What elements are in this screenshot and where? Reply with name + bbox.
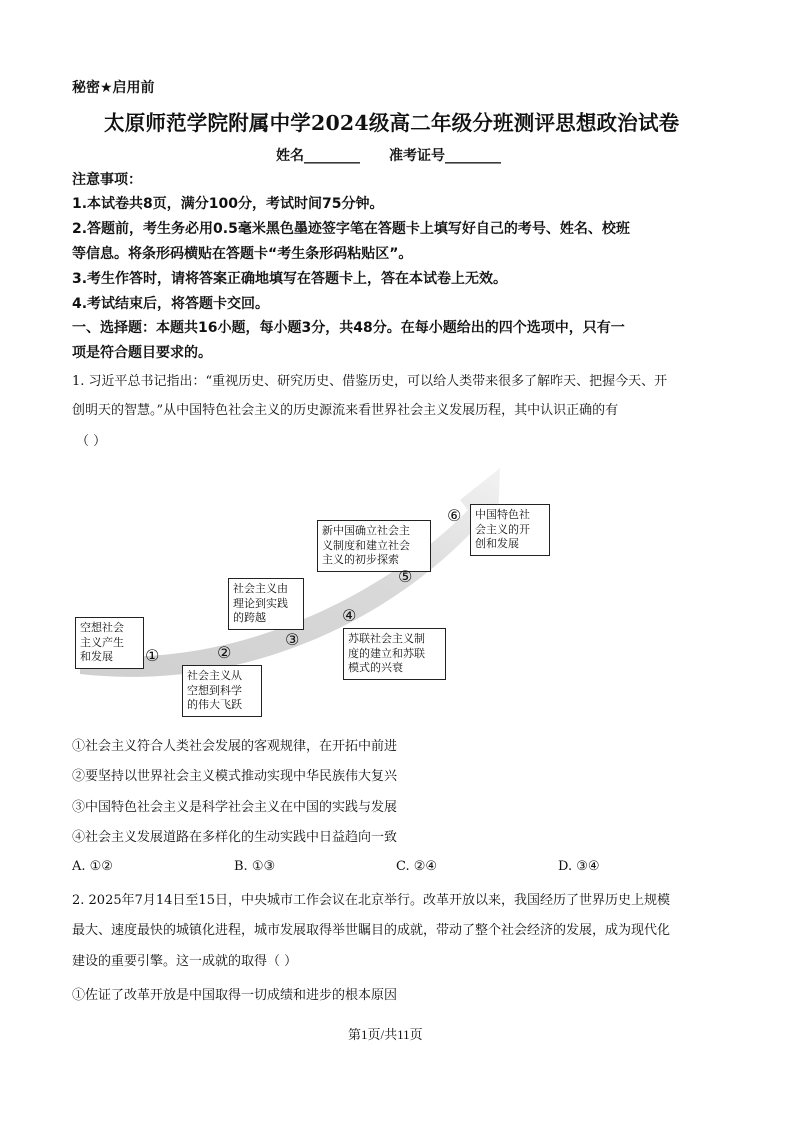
q1-option-a: A. ①② [72, 859, 113, 874]
notice-heading: 注意事项： [72, 172, 142, 188]
section-heading-line-2: 项是符合题目要求的。 [72, 345, 212, 361]
diagram-marker-4: ④ [342, 606, 357, 625]
q1-stem-line-2: 创明天的智慧。”从中国特色社会主义的历史源流来看世界社会主义发展历程，其中认识正确的有 [72, 403, 619, 418]
q1-answer-paren: （ ） [76, 434, 107, 449]
q1-statement-3: ③中国特色社会主义是科学社会主义在中国的实践与发展 [72, 800, 398, 815]
q2-stem-line-1: 2. 2025年7月14日至15日，中央城市工作会议在北京举行。改革开放以来，我国经历了世界历史上规模 [72, 893, 670, 908]
q2-statement-1: ①佐证了改革开放是中国取得一切成绩和进步的根本原因 [72, 988, 398, 1003]
q1-statement-4: ④社会主义发展道路在多样化的生动实践中日益趋向一致 [72, 830, 398, 845]
notice-item-3: 3.考生作答时，请将答案正确地填写在答题卡上，答在本试卷上无效。 [72, 271, 508, 287]
diagram-box-2: 社会主义从 空想到科学 的伟大飞跃 [182, 665, 262, 717]
q1-option-d: D. ③④ [558, 859, 600, 874]
q1-stem-line-1: 1. 习近平总书记指出：“重视历史、研究历史、借鉴历史，可以给人类带来很多了解昨天、把握今天、开 [72, 374, 668, 389]
q1-option-c: C. ②④ [396, 859, 438, 874]
notice-item-2-line-1: 2.答题前，考生务必用0.5毫米黑色墨迹签字笔在答题卡上填写好自己的考号、姓名、校班 [72, 221, 630, 237]
diagram-marker-3: ③ [285, 630, 300, 649]
diagram-box-6: 中国特色社 会主义的开 创和发展 [470, 504, 550, 556]
diagram-box-1: 空想社会 主义产生 和发展 [75, 617, 144, 669]
history-diagram [70, 460, 630, 720]
growth-arrow-graphic [70, 460, 630, 720]
section-heading-line-1: 一、选择题：本题共16小题，每小题3分，共48分。在每小题给出的四个选项中，只有一 [72, 320, 625, 336]
q1-statement-2: ②要坚持以世界社会主义模式推动实现中华民族伟大复兴 [72, 769, 398, 784]
notice-item-4: 4.考试结束后，将答题卡交回。 [72, 296, 270, 312]
diagram-marker-6: ⑥ [447, 506, 462, 525]
diagram-marker-5: ⑤ [398, 567, 413, 586]
q2-stem-line-2: 最大、速度最快的城镇化进程，城市发展取得举世瞩目的成就，带动了整个社会经济的发展，成为现代化 [72, 923, 671, 938]
page-footer: 第1页/共11页 [348, 1027, 423, 1042]
exam-id-field: 准考证号________ [389, 148, 501, 164]
diagram-box-4: 苏联社会主义制 度的建立和苏联 模式的兴衰 [343, 628, 446, 680]
diagram-box-3: 社会主义由 理论到实践 的跨越 [228, 578, 304, 630]
q2-stem-line-3: 建设的重要引擎。这一成就的取得（ ） [72, 954, 298, 969]
diagram-box-5: 新中国确立社会主 义制度和建立社会 主义的初步探索 [317, 520, 431, 572]
notice-item-2-line-2: 等信息。将条形码横贴在答题卡“考生条形码粘贴区”。 [72, 246, 413, 262]
diagram-marker-2: ② [217, 643, 232, 662]
q1-statement-1: ①社会主义符合人类社会发展的客观规律，在开拓中前进 [72, 739, 398, 754]
name-field: 姓名________ [276, 148, 360, 164]
diagram-marker-1: ① [145, 646, 160, 665]
secret-mark: 秘密★启用前 [72, 80, 155, 96]
q1-option-b: B. ①③ [234, 859, 276, 874]
page-title: 太原师范学院附属中学2024级高二年级分班测评思想政治试卷 [104, 111, 680, 135]
notice-item-1: 1.本试卷共8页，满分100分，考试时间75分钟。 [72, 196, 384, 212]
